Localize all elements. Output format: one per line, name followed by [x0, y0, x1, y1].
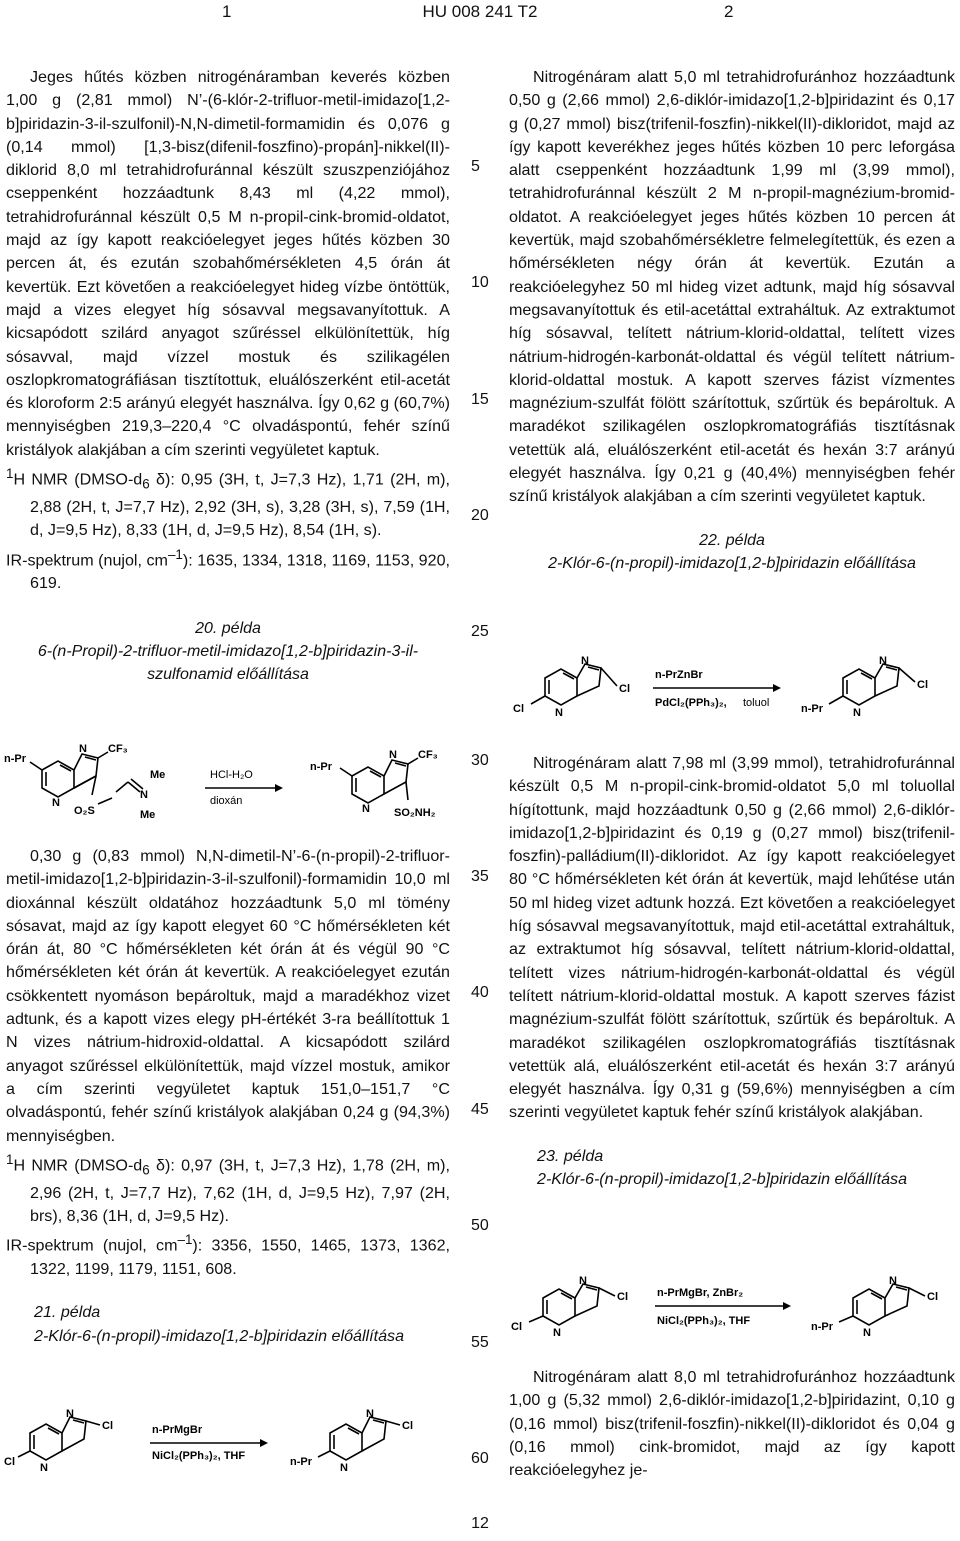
svg-text:N: N: [389, 749, 397, 761]
svg-text:Cl: Cl: [513, 703, 524, 715]
paragraph-example-19-procedure: Jeges hűtés közben nitrogénáramban keverés közben 1,00 g (2,81 mmol) N’-(6-klór-2-trifluor-metil-imidazo[1,2-b]piridazin-3-il-szulfonil)-N,N-dimetil-formamidin és 0,076 g (0,14 mmol) [1,3-bisz(difenil-foszfino)-propán]-nikkel(II)-diklorid 8,0 ml tetrahidrofuránnal készült szuszpenziójához cseppenként hozzáadtunk 8,43 ml (4,22 mmol), tetrahidrofuránnal készült 0,5 M n-propil-cink-bromid-oldatot, majd az így kapott reakcióelegyet jeges hűtés közben 30 percen át, és ezután szobahőmérsékleten 4,5 órán át kevertük. Ezt követően a reakcióelegyet hideg vízbe öntöttük, majd a vizes elegyet híg sósavval megsavanyítottuk. A kicsapódott szilárd anyagot szűréssel elkülönítettük, híg sósavval, majd vízzel mostuk és szilikagélen oszlopkromatográfiásan tisztítottuk, eluálószerként etil-acetát és kloroform 2:5 arányú elegyét használva. Így 0,62 g (60,7%) mennyiségben 219,3–220,4 °C olvadáspontú, fehér színű kristályok alakjában a cím szerinti vegyületet kaptuk.: [6, 68, 450, 459]
svg-text:Cl: Cl: [4, 1456, 15, 1468]
example-22-name: 2-Klór-6-(n-propil)-imidazo[1,2-b]piridazin előállítása: [548, 554, 916, 572]
svg-text:Cl: Cl: [917, 679, 928, 691]
reagent-label-22: n-PrZnBr: [655, 669, 703, 681]
example-21-title: 21. példa: [34, 1303, 101, 1322]
reagent-label: HCl-H₂O: [210, 769, 253, 781]
svg-text:n-Pr: n-Pr: [801, 703, 823, 715]
solvent-label: dioxán: [210, 795, 243, 807]
svg-text:CF₃: CF₃: [418, 749, 438, 761]
svg-text:N: N: [581, 655, 589, 667]
line-number: 35: [471, 868, 489, 885]
svg-text:CF₃: CF₃: [108, 743, 128, 755]
line-number: 5: [471, 158, 480, 175]
svg-text:n-Pr: n-Pr: [290, 1456, 312, 1468]
patent-number: HU 008 241 T2: [422, 2, 538, 21]
svg-text:SO₂NH₂: SO₂NH₂: [394, 807, 436, 819]
left-column-top: [6, 66, 450, 686]
line-number: 30: [471, 752, 489, 769]
svg-text:Me: Me: [150, 769, 166, 781]
header-left-number: 1: [222, 2, 232, 21]
example-23-title: 23. példa: [537, 1146, 604, 1165]
right-column-bottom: [509, 1366, 955, 1482]
line-number: 10: [471, 274, 489, 291]
paragraph-example-21-procedure: Nitrogénáram alatt 5,0 ml tetrahidrofuránhoz hozzáadtunk 0,50 g (2,66 mmol) 2,6-diklór-imidazo[1,2-b]piridazint és 0,17 g (0,27 mmol) bisz(trifenil-foszfin)-nikkel(II)-dikloridot, majd az így kapott keverékhez jeges hűtés közben 10 perc leforgása alatt cseppenként hozzáadtunk 1,99 ml (3,99 mmol), tetrahidrofuránnal készült 2 M n-propil-magnézium-bromid-oldatot. A reakcióelegyet jeges hűtés közben 10 percen át kevertük, majd szobahőmérsékletre felmelegítettük, és ezen a hőmérsékleten négy órán át kevertük. Ezután a reakcióelegyhez 50 ml hideg vizet adtunk, majd híg sósavval megsavanyítottuk és etil-acetáttal extraháltuk. Az extraktumot híg sósavval, telített nátrium-klorid-oldattal, telített vizes nátrium-hidrogén-karbonát-oldattal és végül telített nátrium-klorid-oldattal mostuk. A kapott szerves fázist vízmentes magnézium-szulfát fölött szárítottuk, szűrtük és bepároltuk. A maradékot szilikagélen oszlopkromatográfiás tisztításnak vetettük alá, eluálószerként etil-acetát és hexán 3:7 arányú elegyét használva. Így 0,21 g (40,4%) mennyiségben fehér színű kristályok alakjában a cím szerinti vegyületet kaptuk.: [509, 68, 955, 506]
svg-text:N: N: [555, 707, 563, 719]
svg-text:N: N: [52, 797, 60, 809]
ir-data-1: IR-spektrum (nujol, $cm^{-1}$): 1635, 1334, 1318, 1169, 1153, 920, 619.: [6, 546, 450, 593]
example-21-name: 2-Klór-6-(n-propil)-imidazo[1,2-b]piridazin előállítása: [34, 1326, 405, 1345]
svg-text:N: N: [853, 707, 861, 719]
svg-text:N: N: [140, 789, 148, 801]
svg-text:Cl: Cl: [511, 1321, 522, 1333]
svg-text:Cl: Cl: [617, 1291, 628, 1303]
svg-text:Me: Me: [140, 809, 156, 821]
example-20-title: 20. példa: [195, 620, 261, 638]
svg-text:N: N: [879, 655, 887, 667]
reagent-label-23: n-PrMgBr, ZnBr₂: [657, 1287, 744, 1299]
svg-text:O₂S: O₂S: [74, 805, 95, 817]
svg-text:N: N: [79, 743, 87, 755]
line-number: 40: [471, 984, 489, 1001]
line-number: 55: [471, 1334, 489, 1351]
line-number: 25: [471, 623, 489, 640]
page-number: 12: [471, 1515, 489, 1532]
header-right-number: 2: [724, 2, 734, 21]
svg-text:N: N: [340, 1462, 348, 1474]
left-column-middle: [6, 845, 450, 1348]
catalyst-label-23: NiCl₂(PPh₃)₂, THF: [657, 1315, 751, 1327]
paragraph-example-22-procedure: Nitrogénáram alatt 7,98 ml (3,99 mmol), tetrahidrofuránnal készült 0,5 M n-propil-cink-bromid-oldatot 5,0 ml toluollal hígítottunk, majd hozzáadtunk 0,50 g (2,66 mmol) 2,6-diklór-imidazo[1,2-b]piridazint és 0,19 g (0,27 mmol) bisz(trifenil-foszfin)-palládium(II)-dikloridot. Az így kapott reakcióelegyet 80 °C hőmérsékleten két órán át kevertük, majd lehűtése után 50 ml hideg vizet adtunk hozzá. Ezt követően a reakcióelegyet híg sósavval megsavanyítottuk, majd etil-acetáttal extraháltuk, az extraktumot híg sósavval, telített nátrium-klorid-oldattal, telített vizes nátrium-hidrogén-karbonát-oldattal és végül telített nátrium-klorid-oldattal mostuk. A kapott szerves fázist magnézium-szulfát fölött szárítottuk, szűrtük és bepároltuk. A maradékot szilikagélen oszlopkromatográfiás tisztításnak vetettük alá, eluálószerként etil-acetát és hexán 3:7 arányú elegyét használva. Így 0,31 g (59,6%) mennyiségben a cím szerinti vegyületet kaptuk fehér színű kristályok alakjában.: [509, 754, 955, 1122]
npr-label: n-Pr: [4, 753, 26, 765]
svg-text:N: N: [366, 1408, 374, 1420]
reaction-scheme-22: [505, 655, 960, 735]
ir-data-2: IR-spektrum (nujol, $cm^{-1}$): 3356, 1550, 1465, 1373, 1362, 1322, 1199, 1179, 1151, 608.: [6, 1232, 450, 1278]
svg-text:n-Pr: n-Pr: [310, 761, 332, 773]
example-20-name: 6-(n-Propil)-2-trifluor-metil-imidazo[1,2-b]piridazin-3-il-szulfonamid előállítása: [37, 643, 419, 684]
reagent-label-21: n-PrMgBr: [152, 1424, 203, 1436]
paragraph-example-23-procedure: Nitrogénáram alatt 8,0 ml tetrahidrofuránhoz hozzáadtunk 1,00 g (5,32 mmol) 2,6-diklór-imidazo[1,2-b]piridazint, 0,10 g (0,16 mmol) bisz(trifenil-foszfin)-nikkel(II)-dikloridot és 0,04 g (0,16 mmol) cink-bromidot, majd az így kapott reakcióelegyhez je-: [509, 1368, 955, 1480]
svg-text:N: N: [889, 1275, 897, 1287]
line-number: 60: [471, 1450, 489, 1467]
svg-text:Cl: Cl: [102, 1420, 113, 1432]
svg-text:N: N: [362, 803, 370, 815]
svg-text:N: N: [553, 1327, 561, 1339]
svg-text:N: N: [863, 1327, 871, 1339]
line-number: 15: [471, 391, 489, 408]
nmr-data-2: $^1$H NMR ($DMSO-d_6$ δ): 0,97 (3H, t, J=7,3 Hz), 1,78 (2H, m), 2,96 (2H, t, J=7,7 Hz), 7,62 (1H, d, J=9,5 Hz), 7,97 (2H, brs), 8,36 (1H, d, J=9,5 Hz).: [6, 1151, 451, 1226]
svg-text:N: N: [40, 1462, 48, 1474]
reaction-scheme-23: [505, 1275, 960, 1355]
example-22-title: 22. példa: [699, 531, 765, 549]
reaction-scheme-20: [0, 740, 460, 845]
nmr-data-1: $^1$H NMR ($DMSO-d_6$ δ): 0,95 (3H, t, J=7,3 Hz), 1,71 (2H, m), 2,88 (2H, t, J=7,7 Hz), 2,92 (3H, s), 3,28 (3H, s), 7,59 (1H, d, J=9,5 Hz), 8,33 (1H, d, J=9,5 Hz), 8,54 (1H, s).: [6, 466, 451, 540]
svg-text:Cl: Cl: [619, 683, 630, 695]
svg-text:N: N: [579, 1275, 587, 1287]
line-number: 20: [471, 507, 489, 524]
solvent-label-22: toluol: [743, 697, 770, 709]
catalyst-label-22: PdCl₂(PPh₃)₂,: [655, 697, 727, 709]
svg-text:n-Pr: n-Pr: [811, 1321, 833, 1333]
reaction-scheme-21: [0, 1408, 460, 1500]
line-number: 45: [471, 1101, 489, 1118]
example-23-name: 2-Klór-6-(n-propil)-imidazo[1,2-b]piridazin előállítása: [537, 1170, 908, 1189]
line-number: 50: [471, 1217, 489, 1234]
catalyst-label-21: NiCl₂(PPh₃)₂, THF: [152, 1450, 246, 1462]
right-column-top: [509, 66, 955, 575]
paragraph-example-20-procedure: 0,30 g (0,83 mmol) N,N-dimetil-N’-6-(n-propil)-2-trifluor-metil-imidazo[1,2-b]piridazin-3-il-szulfonil)-formamidin 10,0 ml dioxánnal készült oldatához hozzáadtunk 5,0 ml tömény sósavat, majd az így kapott elegyet 60 °C hőmérsékleten két órán át, 80 °C hőmérsékleten két órán át és végül 90 °C hőmérsékleten két órán át kevertük. A reakcióelegyet ezután csökkentett nyomáson bepároltuk, majd a maradékhoz vizet adtunk, és a kapott vizes elegy pH-értékét 3-ra beállítottuk 1 N vizes nátrium-hidroxid-oldattal. A kicsapódott szilárd anyagot szűréssel elkülönítettük, majd vízzel mostuk, amikor a cím szerinti vegyületet kaptuk 151,0–151,7 °C olvadáspontú, fehér színű kristályok alakjában 0,24 g (94,3%) mennyiségben.: [6, 847, 450, 1145]
svg-text:N: N: [66, 1408, 74, 1420]
svg-text:Cl: Cl: [927, 1291, 938, 1303]
svg-text:Cl: Cl: [402, 1420, 413, 1432]
right-column-middle: [509, 752, 955, 1191]
